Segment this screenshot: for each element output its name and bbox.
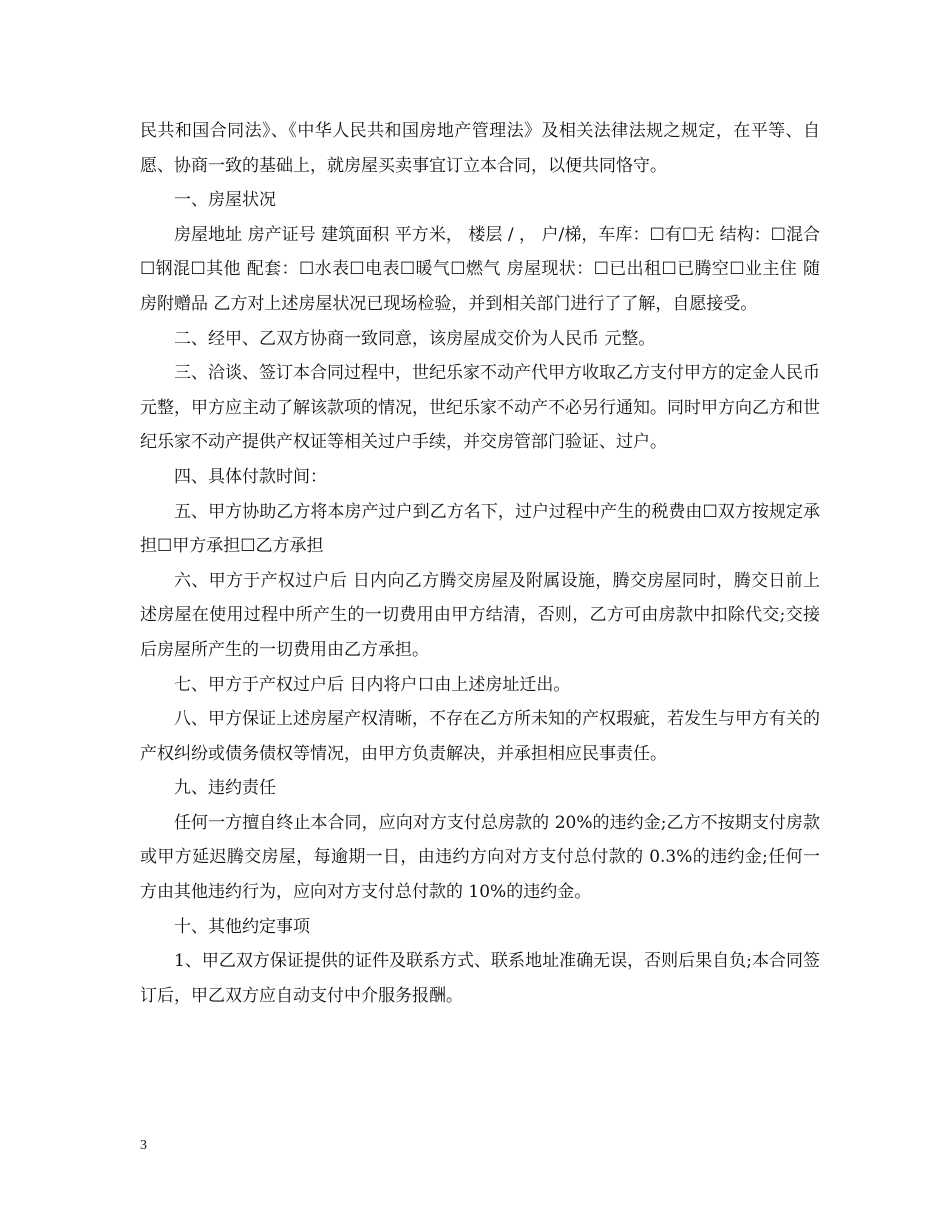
contract-body: [140, 114, 820, 1013]
paragraph-price: 二、经甲、乙双方协商一致同意，该房屋成交价为人民币 元整。: [174, 328, 656, 349]
section-heading-breach: 九、违约责任: [174, 778, 276, 799]
section-heading-house-status: 一、房屋状况: [174, 190, 276, 211]
paragraph-deposit: 三、洽谈、签订本合同过程中，世纪乐家不动产代甲方收取乙方支付甲方的定金人民币 元整，甲方应主动了解该款项的情况，世纪乐家不动产不必另行通知。同时甲方向乙方和世纪乐家不动产提供产权证等相关过户手续，并交房管部门验证、过户。: [140, 363, 820, 453]
paragraph-title-guarantee: 八、甲方保证上述房屋产权清晰，不存在乙方所未知的产权瑕疵，若发生与甲方有关的产权纠纷或债务债权等情况，由甲方负责解决，并承担相应民事责任。: [140, 709, 820, 764]
paragraph-transfer-taxes: 五、甲方协助乙方将本房产过户到乙方名下，过户过程中产生的税费由☐双方按规定承担☐甲方承担☐乙方承担: [140, 501, 820, 557]
page-number: 3: [140, 1138, 147, 1153]
paragraph-other-term-1: 1、甲乙双方保证提供的证件及联系方式、联系地址准确无误，否则后果自负;本合同签订后，甲乙双方应自动支付中介服务报酬。: [140, 951, 820, 1006]
section-heading-payment-time: 四、具体付款时间：: [174, 466, 327, 487]
paragraph-household-registration: 七、甲方于产权过户后 日内将户口由上述房址迁出。: [174, 674, 571, 695]
paragraph-intro-continuation: 民共和国合同法》、《中华人民共和国房地产管理法》及相关法律法规之规定，在平等、自愿、协商一致的基础上，就房屋买卖事宜订立本合同，以便共同恪守。: [140, 121, 820, 176]
paragraph-breach-terms: 任何一方擅自终止本合同，应向对方支付总房款的 20%的违约金;乙方不按期支付房款或甲方延迟腾交房屋，每逾期一日，由违约方向对方支付总付款的 0.3%的违约金;任何一方由其他违约行为，应向对方支付总付款的 10%的违约金。: [140, 812, 820, 903]
paragraph-handover: 六、甲方于产权过户后 日内向乙方腾交房屋及附属设施，腾交房屋同时，腾交日前上述房屋在使用过程中所产生的一切费用由甲方结清，否则，乙方可由房款中扣除代交;交接后房屋所产生的一切费用由乙方承担。: [140, 570, 820, 660]
section-heading-other-terms: 十、其他约定事项: [174, 916, 310, 937]
paragraph-house-details: 房屋地址 房产证号 建筑面积 平方米， 楼层 / ， 户/梯，车库：☐有☐无 结构：☐混合☐钢混☐其他 配套：☐水表☐电表☐暖气☐燃气 房屋现状：☐已出租☐已腾空☐业主住 随房附赠品 乙方对上述房屋状况已现场检验，并到相关部门进行了了解，自愿接受。: [140, 224, 820, 314]
